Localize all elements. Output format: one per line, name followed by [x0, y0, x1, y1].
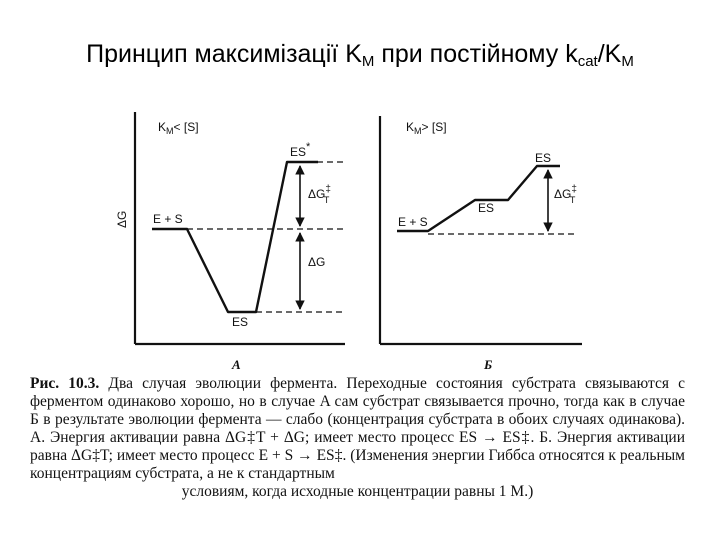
panel-a-energy-profile [152, 162, 318, 312]
panel-a-dg-t-label: ΔG‡ T [308, 184, 331, 205]
panel-b-state-es: ES [478, 201, 495, 215]
panel-b-condition: $K_M> [S]$ [406, 120, 447, 136]
panel-a-dg-label: ΔG [308, 255, 326, 269]
panel-b-state-es-ts: ES [535, 151, 552, 165]
panel-b-diagram [380, 116, 582, 372]
panel-b-state-e-s: E + S [398, 215, 428, 229]
caption-last-line: условиям, когда исходные концентрации равны 1 M.) [181, 483, 534, 500]
panel-a-label: A [232, 357, 241, 372]
panel-a-diagram [115, 112, 345, 372]
panel-a-state-e-s: E + S [153, 212, 183, 226]
slide-title: Принцип максимізації $K_M$ при постійному $k_{cat}/K_M$ [86, 40, 634, 70]
panel-b-dg-t-label: ΔG‡ T [554, 184, 577, 205]
panel-a-axis-label: ΔG [115, 210, 129, 228]
caption-lead: Рис. 10.3. [30, 375, 100, 392]
panel-b-label: Б [484, 357, 493, 372]
panel-a-state-es-ts: ES* [290, 141, 311, 159]
panel-a-condition: $K_M< [S]$ [158, 120, 199, 136]
figure-caption [30, 375, 685, 501]
panel-a-state-es: ES [232, 315, 249, 329]
caption-body: Два случая эволюции фермента. Переходные состояния субстрата связываются с ферментом одинаково хорошо, но в случае A сам субстрат связывается прочно, тогда как в случае Б в результате эволюции фермента — слабо (концентрация субстрата в обоих случаях одинакова). A. Энергия активации равна ΔG‡T + ΔG; имеет место процесс ES → ES‡. Б. Энергия активации равна ΔG‡T; имеет место процесс E + S → ES‡. (Изменения энергии Гиббса относятся к реальным концентрациям субстрата, а не к стандартным [30, 375, 685, 482]
